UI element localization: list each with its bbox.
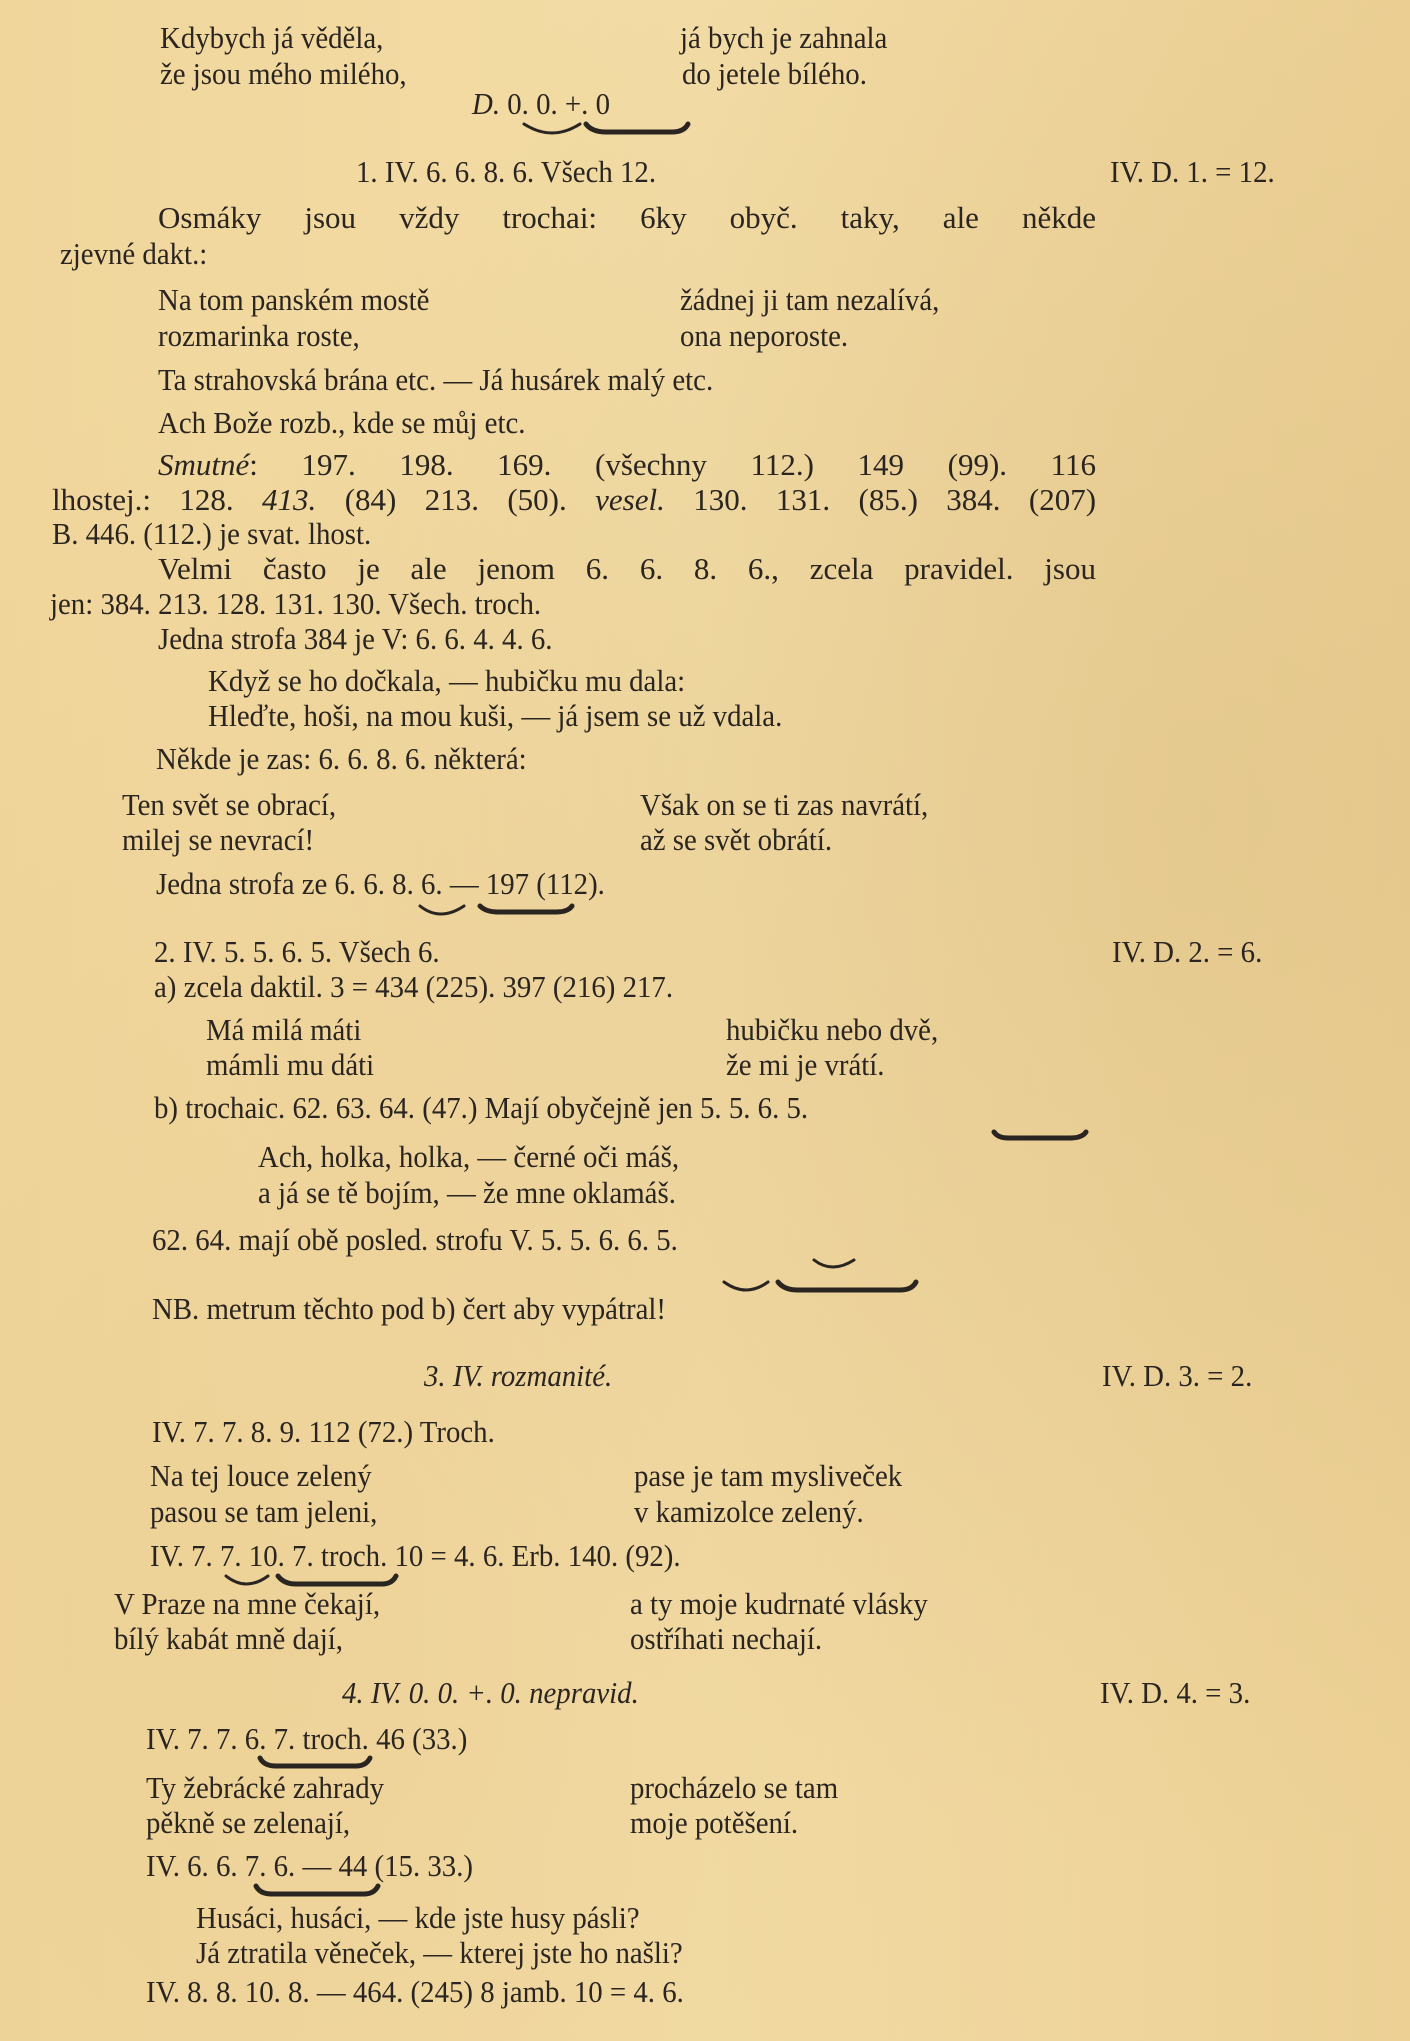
text-span: 130. 131. (85.) 384. (207) — [693, 482, 1097, 517]
paragraph-line — [52, 482, 1096, 518]
paragraph-line: b) trochaic. 62. 63. 64. (47.) Mají obyčejně jen 5. 5. 6. 5. — [154, 1090, 809, 1125]
verse-line: Když se ho dočkala, — hubičku mu dala: — [208, 663, 686, 698]
verse-line: do jetele bílého. — [682, 56, 867, 91]
verse-line: milej se nevrací! — [122, 822, 315, 857]
verse-line: mámli mu dáti — [206, 1047, 375, 1082]
paragraph-line: Velmi často je ale jenom 6. 6. 8. 6., zcela pravidel. jsou — [158, 551, 1096, 586]
verse-line: Na tom panském mostě — [158, 282, 430, 317]
verse-line: Ty žebrácké zahrady — [146, 1770, 385, 1805]
verse-line: Ten svět se obrací, — [122, 787, 337, 822]
verse-line: rozmarinka roste, — [158, 318, 360, 353]
verse-line: Hleďte, hoši, na mou kuši, — já jsem se už vdala. — [208, 698, 783, 733]
paragraph-line: jen: 384. 213. 128. 131. 130. Všech. troch. — [50, 586, 542, 621]
verse-line: a já se tě bojím, — že mne oklamáš. — [258, 1175, 676, 1210]
paragraph-line: Ta strahovská brána etc. — Já husárek malý etc. — [158, 362, 714, 397]
verse-line: pěkně se zelenají, — [146, 1805, 351, 1840]
metrical-scheme — [472, 86, 610, 122]
paragraph-line: IV. 7. 7. 8. 9. 112 (72.) Troch. — [152, 1414, 495, 1449]
smutne-list: : 197. 198. 169. (všechny 112.) 149 (99). 116 — [249, 447, 1096, 482]
verse-line: Já ztratila věneček, — kterej jste ho našli? — [196, 1935, 683, 1970]
paragraph-line — [158, 447, 1096, 483]
paragraph-line: B. 446. (112.) je svat. lhost. — [52, 516, 372, 551]
metrical-brace — [990, 1128, 1090, 1146]
verse-line: hubičku nebo dvě, — [726, 1012, 939, 1047]
section-tag: IV. D. 4. = 3. — [1100, 1675, 1251, 1710]
verse-line: procházelo se tam — [630, 1770, 839, 1805]
verse-line: Ach, holka, holka, — černé oči máš, — [258, 1139, 680, 1174]
verse-line: že mi je vrátí. — [726, 1047, 885, 1082]
paragraph-line: Někde je zas: 6. 6. 8. 6. některá: — [156, 741, 527, 776]
metrical-brace — [720, 1280, 920, 1300]
paragraph-line: Jedna strofa 384 je V: 6. 6. 4. 4. 6. — [158, 621, 553, 656]
section-tag: IV. D. 2. = 6. — [1112, 934, 1263, 969]
scheme-values: 0. 0. +. 0 — [507, 86, 610, 121]
paragraph-line: Osmáky jsou vždy trochai: 6ky obyč. taky, ale někde — [158, 200, 1096, 235]
verse-line: že jsou mého milého, — [160, 56, 407, 91]
verse-line: a ty moje kudrnaté vlásky — [630, 1586, 928, 1621]
paragraph-line: Ach Bože rozb., kde se můj etc. — [158, 405, 526, 440]
section-tag: IV. D. 1. = 12. — [1110, 154, 1275, 189]
verse-line: žádnej ji tam nezalívá, — [680, 282, 940, 317]
verse-line: pasou se tam jeleni, — [150, 1494, 378, 1529]
text-span: (84) 213. (50). — [344, 482, 567, 517]
section-heading: 3. IV. rozmanité. — [424, 1358, 613, 1393]
paragraph-line: zjevné dakt.: — [60, 236, 208, 271]
verse-line: Však on se ti zas navrátí, — [640, 787, 929, 822]
verse-line: pase je tam mysliveček — [634, 1458, 903, 1493]
paragraph-line: Jedna strofa ze 6. 6. 8. 6. — 197 (112). — [156, 866, 605, 901]
verse-line: já bych je zahnala — [680, 20, 888, 55]
vesel-label: vesel. — [595, 482, 665, 517]
verse-line: až se svět obrátí. — [640, 822, 833, 857]
paragraph-line: NB. metrum těchto pod b) čert aby vypátral! — [152, 1291, 666, 1326]
scheme-label: D. — [472, 86, 501, 121]
paragraph-line: IV. 8. 8. 10. 8. — 464. (245) 8 jamb. 10 = 4. 6. — [146, 1974, 684, 2009]
paragraph-line: IV. 6. 6. 7. 6. — 44 (15. 33.) — [146, 1848, 474, 1883]
verse-line: moje potěšení. — [630, 1805, 799, 1840]
section-heading: 1. IV. 6. 6. 8. 6. Všech 12. — [356, 154, 657, 189]
section-heading: 4. IV. 0. 0. +. 0. nepravid. — [342, 1675, 639, 1710]
metrical-brace — [418, 902, 578, 924]
section-heading: 2. IV. 5. 5. 6. 5. Všech 6. — [154, 934, 440, 969]
smutne-label: Smutné — [158, 447, 250, 482]
text-span: lhostej.: 128. — [52, 482, 234, 517]
paragraph-line: a) zcela daktil. 3 = 434 (225). 397 (216) 217. — [154, 969, 674, 1004]
metrical-brace — [522, 120, 692, 144]
paragraph-line: IV. 7. 7. 10. 7. troch. 10 = 4. 6. Erb. 140. (92). — [150, 1538, 681, 1573]
verse-line: Na tej louce zelený — [150, 1458, 372, 1493]
verse-line: V Praze na mne čekají, — [114, 1586, 381, 1621]
verse-line: Husáci, husáci, — kde jste husy pásli? — [196, 1900, 640, 1935]
section-tag: IV. D. 3. = 2. — [1102, 1358, 1253, 1393]
italic-number: 413. — [262, 482, 317, 517]
verse-line: Má milá máti — [206, 1012, 362, 1047]
verse-line: ona neporoste. — [680, 318, 849, 353]
paragraph-line: IV. 7. 7. 6. 7. troch. 46 (33.) — [146, 1721, 468, 1756]
verse-line: v kamizolce zelený. — [634, 1494, 864, 1529]
verse-line: Kdybych já věděla, — [160, 20, 384, 55]
metrical-brace — [810, 1258, 930, 1276]
paragraph-line: 62. 64. mají obě posled. strofu V. 5. 5. 6. 6. 5. — [152, 1222, 678, 1257]
verse-line: bílý kabát mně dají, — [114, 1621, 343, 1656]
verse-line: ostříhati nechají. — [630, 1621, 823, 1656]
